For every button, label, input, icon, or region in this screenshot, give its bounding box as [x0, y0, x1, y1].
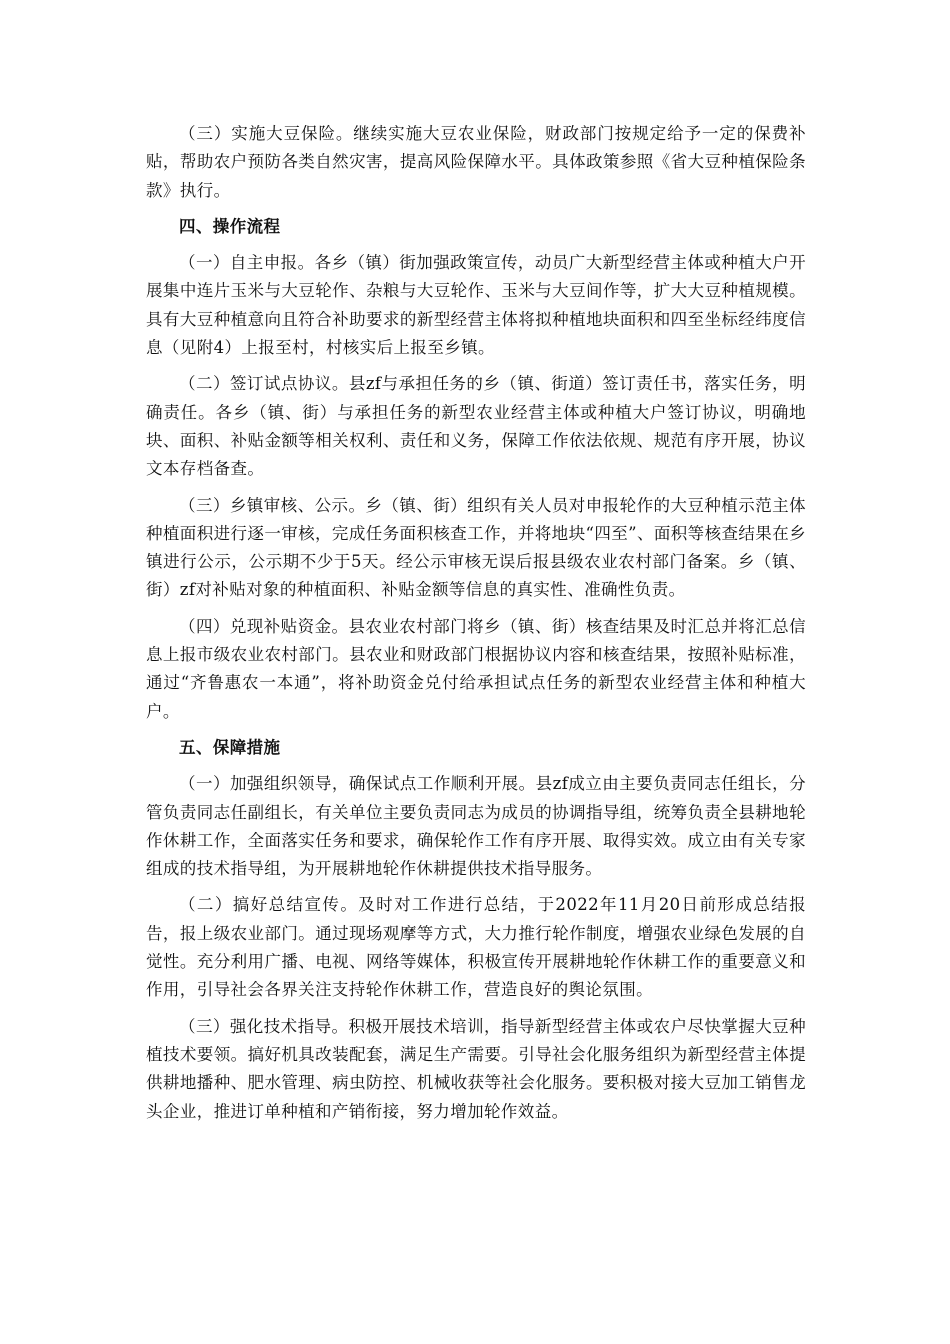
section-heading-operation-process: 四、操作流程 — [179, 216, 281, 236]
paragraph-subsidy-payment: （四）兑现补贴资金。县农业农村部门将乡（镇、街）核查结果及时汇总并将汇总信息上报市级农业农村部门。县农业和财政部门根据协议内容和核查结果，按照补贴标准，通过“齐鲁惠农一本通”，将补助资金兑付给承担试点任务的新型农业经营主体和种植大户。 — [146, 616, 806, 721]
paragraph-summary-publicity: （二）搞好总结宣传。及时对工作进行总结，于2022年11月20日前形成总结报告，报上级农业部门。通过现场观摩等方式，大力推行轮作制度，增强农业绿色发展的自觉性。充分利用广播、电视、网络等媒体，积极宣传开展耕地轮作休耕工作的重要意义和作用，引导社会各界关注支持轮作休耕工作，营造良好的舆论氛围。 — [146, 895, 806, 1000]
paragraph-sign-pilot-agreement: （二）签订试点协议。县zf与承担任务的乡（镇、街道）签订责任书，落实任务，明确责任。各乡（镇、街）与承担任务的新型农业经营主体或种植大户签订协议，明确地块、面积、补贴金额等相关权利、责任和义务，保障工作依法依规、规范有序开展，协议文本存档备查。 — [146, 374, 806, 479]
document-body — [146, 120, 806, 1134]
paragraph-organizational-leadership: （一）加强组织领导，确保试点工作顺利开展。县zf成立由主要负责同志任组长，分管负责同志任副组长，有关单位主要负责同志为成员的协调指导组，统筹负责全县耕地轮作休耕工作，全面落实任务和要求，确保轮作工作有序开展、取得实效。成立由有关专家组成的技术指导组，为开展耕地轮作休耕提供技术指导服务。 — [146, 774, 806, 879]
paragraph-township-review: （三）乡镇审核、公示。乡（镇、街）组织有关人员对申报轮作的大豆种植示范主体种植面积进行逐一审核，完成任务面积核查工作，并将地块“四至”、面积等核查结果在乡镇进行公示，公示期不少于5天。经公示审核无误后报县级农业农村部门备案。乡（镇、街）zf对补贴对象的种植面积、补贴金额等信息的真实性、准确性负责。 — [146, 495, 806, 600]
paragraph-technical-guidance: （三）强化技术指导。积极开展技术培训，指导新型经营主体或农户尽快掌握大豆种植技术要领。搞好机具改装配套，满足生产需要。引导社会化服务组织为新型经营主体提供耕地播种、肥水管理、病虫防控、机械收获等社会化服务。要积极对接大豆加工销售龙头企业，推进订单种植和产销衔接，努力增加轮作效益。 — [146, 1016, 806, 1121]
paragraph-soybean-insurance: （三）实施大豆保险。继续实施大豆农业保险，财政部门按规定给予一定的保费补贴，帮助农户预防各类自然灾害，提高风险保障水平。具体政策参照《省大豆种植保险条款》执行。 — [146, 124, 806, 200]
section-heading-safeguard-measures: 五、保障措施 — [179, 737, 281, 757]
paragraph-self-declaration: （一）自主申报。各乡（镇）街加强政策宣传，动员广大新型经营主体或种植大户开展集中连片玉米与大豆轮作、杂粮与大豆轮作、玉米与大豆间作等，扩大大豆种植规模。具有大豆种植意向且符合补助要求的新型经营主体将拟种植地块面积和四至坐标经纬度信息（见附4）上报至村，村核实后上报至乡镇。 — [146, 253, 806, 358]
